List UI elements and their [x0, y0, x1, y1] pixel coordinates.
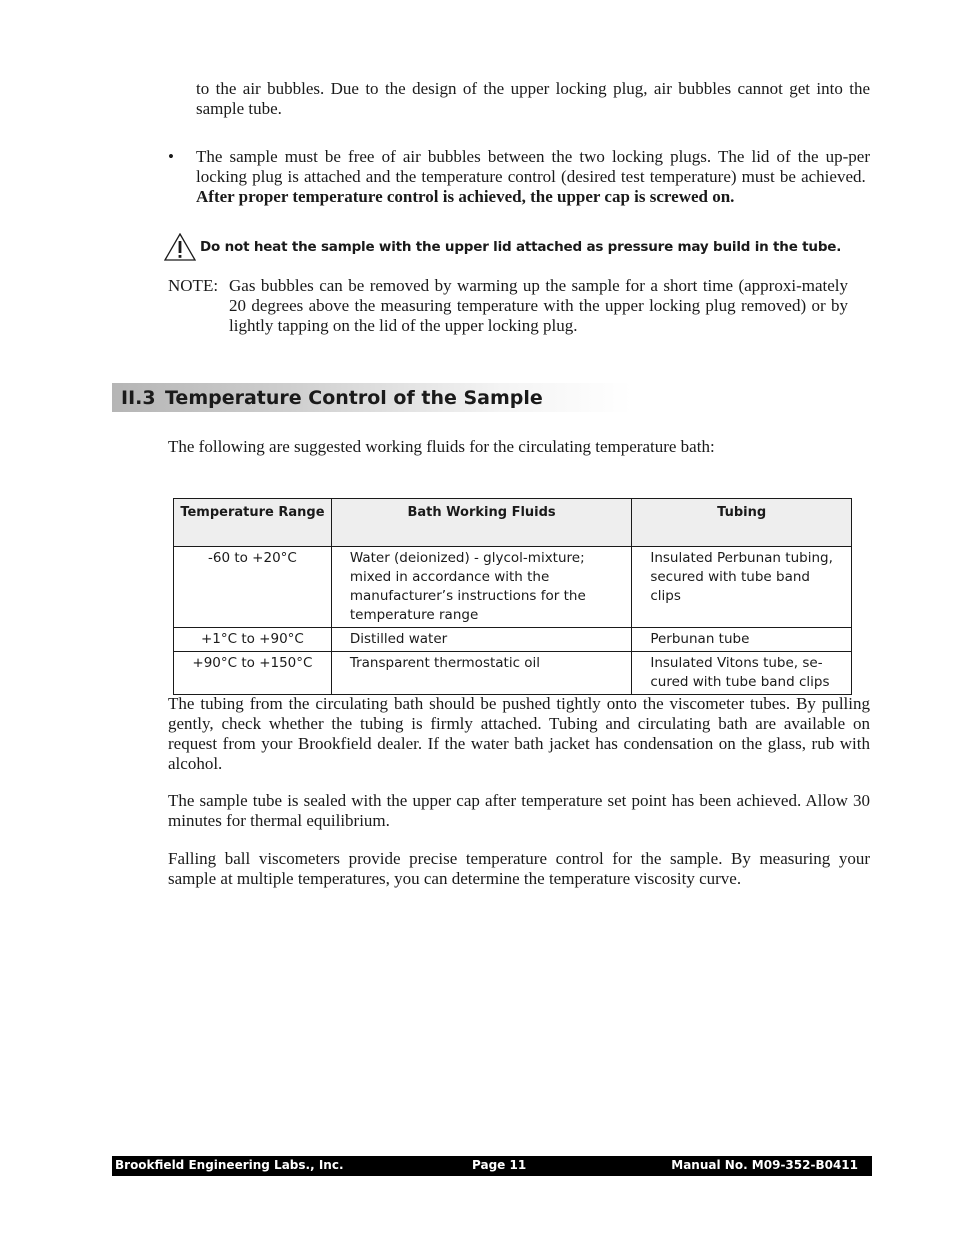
cell-temperature-range: -60 to +20°C	[174, 547, 332, 628]
section-number: II.3	[121, 386, 156, 409]
footer-manual-number: Manual No. M09-352-B0411	[671, 1158, 858, 1172]
note-text: Gas bubbles can be removed by warming up the sample for a short time (approxi-mately 20 degrees above the measuring temperature with the upper locking plug removed) or by lightly tapping on the lid of the upper locking plug.	[229, 276, 848, 335]
viscometer-paragraph: Falling ball viscometers provide precise temperature control for the sample. By measuring your sample at multiple temperatures, you can determine the temperature viscosity curve.	[168, 849, 870, 888]
section-title: Temperature Control of the Sample	[165, 386, 543, 409]
header-bath-working-fluids: Bath Working Fluids	[331, 499, 632, 547]
intro-paragraph: The following are suggested working fluids for the circulating temperature bath:	[168, 437, 715, 456]
page-footer	[112, 1156, 872, 1176]
section-heading	[112, 383, 632, 412]
bullet-symbol: •	[168, 147, 174, 166]
cell-bath-fluid: Distilled water	[331, 628, 632, 652]
tubing-paragraph: The tubing from the circulating bath should be pushed tightly onto the viscometer tubes. By pulling gently, check whether the tubing is firmly attached. Tubing and circulating bath are available on request from your Brookfield dealer. If the water bath jacket has condensation on the glass, rub with alcohol.	[168, 694, 870, 773]
cell-bath-fluid: Water (deionized) - glycol-mixture; mixed in accordance with the manufacturer’s instructions for the temperature range	[331, 547, 632, 628]
header-temperature-range: Temperature Range	[174, 499, 332, 547]
warning-triangle-icon	[164, 233, 196, 261]
footer-page-number: Page 11	[472, 1158, 527, 1172]
working-fluids-table	[173, 498, 852, 695]
bullet-text: The sample must be free of air bubbles between the two locking plugs. The lid of the up-per locking plug is attached and the temperature control (desired test temperature) must be achieved.	[196, 147, 870, 186]
bullet-paragraph	[196, 147, 870, 207]
cell-tubing: Insulated Perbunan tubing, secured with tube band clips	[632, 547, 852, 628]
table-row	[174, 547, 852, 628]
warning-text: Do not heat the sample with the upper lid attached as pressure may build in the tube.	[200, 239, 842, 255]
footer-company: Brookfield Engineering Labs., Inc.	[115, 1158, 344, 1172]
warning-callout	[164, 233, 841, 261]
cell-temperature-range: +90°C to +150°C	[174, 652, 332, 695]
note-block	[168, 276, 848, 336]
header-tubing: Tubing	[632, 499, 852, 547]
cell-tubing: Insulated Vitons tube, se-cured with tube band clips	[632, 652, 852, 695]
cell-tubing: Perbunan tube	[632, 628, 852, 652]
cell-temperature-range: +1°C to +90°C	[174, 628, 332, 652]
table-row	[174, 652, 852, 695]
continuation-paragraph: to the air bubbles. Due to the design of the upper locking plug, air bubbles cannot get into the sample tube.	[196, 79, 870, 118]
table-header-row	[174, 499, 852, 547]
note-label: NOTE:	[168, 276, 219, 295]
sealing-paragraph: The sample tube is sealed with the upper cap after temperature set point has been achieved. Allow 30 minutes for thermal equilibrium.	[168, 791, 870, 830]
bullet-bold-text: After proper temperature control is achieved, the upper cap is screwed on.	[196, 187, 735, 206]
table-row	[174, 628, 852, 652]
cell-bath-fluid: Transparent thermostatic oil	[331, 652, 632, 695]
